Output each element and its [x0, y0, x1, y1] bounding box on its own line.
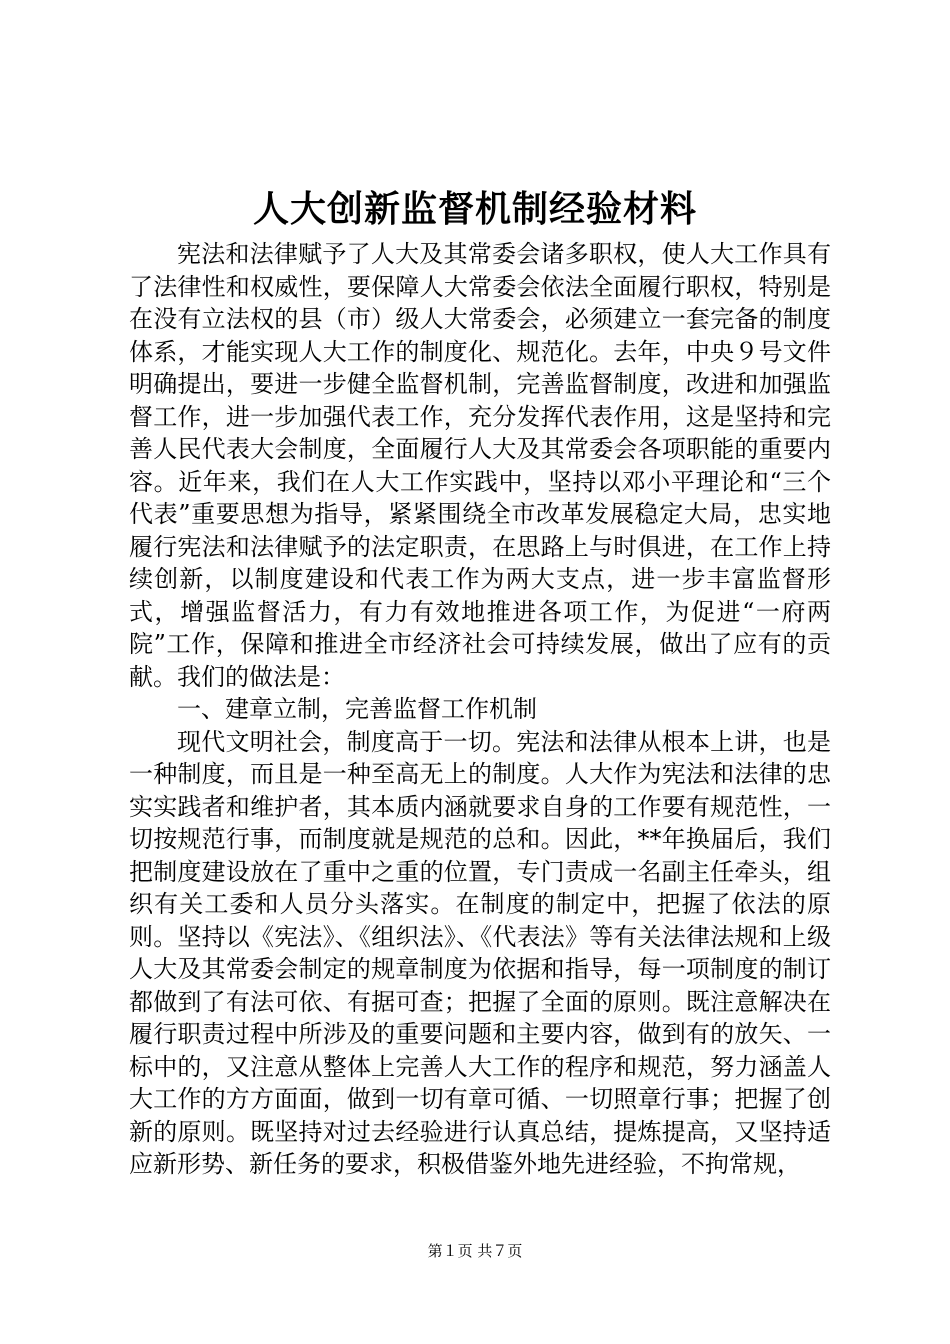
page-footer: 第１页 共７页: [427, 1242, 523, 1260]
document-title: 人大创新监督机制经验材料: [252, 188, 697, 230]
paragraph-intro: 宪法和法律赋予了人大及其常委会诸多职权，使人大工作具有了法律性和权威性，要保障人大常委会依法全面履行职权，特别是在没有立法权的县（市）级人大常委会，必须建立一套完备的制度体系，才能实现人大工作的制度化、规范化。去年，中央９号文件明确提出，要进一步健全监督机制，完善监督制度，改进和加强监督工作，进一步加强代表工作，充分发挥代表作用，这是坚持和完善人民代表大会制度，全面履行人大及其常委会各项职能的重要内容。近年来，我们在人大工作实践中，坚持以邓小平理论和“三个代表”重要思想为指导，紧紧围绕全市改革发展稳定大局，忠实地履行宪法和法律赋予的法定职责，在思路上与时俱进，在工作上持续创新，以制度建设和代表工作为两大支点，进一步丰富监督形式，增强监督活力，有力有效地推进各项工作，为促进“一府两院”工作，保障和推进全市经济社会可持续发展，做出了应有的贡献。我们的做法是：: [129, 240, 831, 691]
section-heading-1: 一、建章立制，完善监督工作机制: [177, 695, 537, 723]
paragraph-section-1: 现代文明社会，制度高于一切。宪法和法律从根本上讲，也是一种制度，而且是一种至高无上的制度。人大作为宪法和法律的忠实实践者和维护者，其本质内涵就要求自身的工作要有规范性，一切按规范行事，而制度就是规范的总和。因此，**年换届后，我们把制度建设放在了重中之重的位置，专门责成一名副主任牵头，组织有关工委和人员分头落实。在制度的制定中，把握了依法的原则。坚持以《宪法》、《组织法》、《代表法》等有关法律法规和上级人大及其常委会制定的规章制度为依据和指导，每一项制度的制订都做到了有法可依、有据可查；把握了全面的原则。既注意解决在履行职责过程中所涉及的重要问题和主要内容，做到有的放矢、一标中的，又注意从整体上完善人大工作的程序和规范，努力涵盖人大工作的方方面面，做到一切有章可循、一切照章行事；把握了创新的原则。既坚持对过去经验进行认真总结，提炼提高，又坚持适应新形势、新任务的要求，积极借鉴外地先进经验，不拘常规，: [129, 727, 831, 1178]
document-body: [129, 238, 831, 1181]
